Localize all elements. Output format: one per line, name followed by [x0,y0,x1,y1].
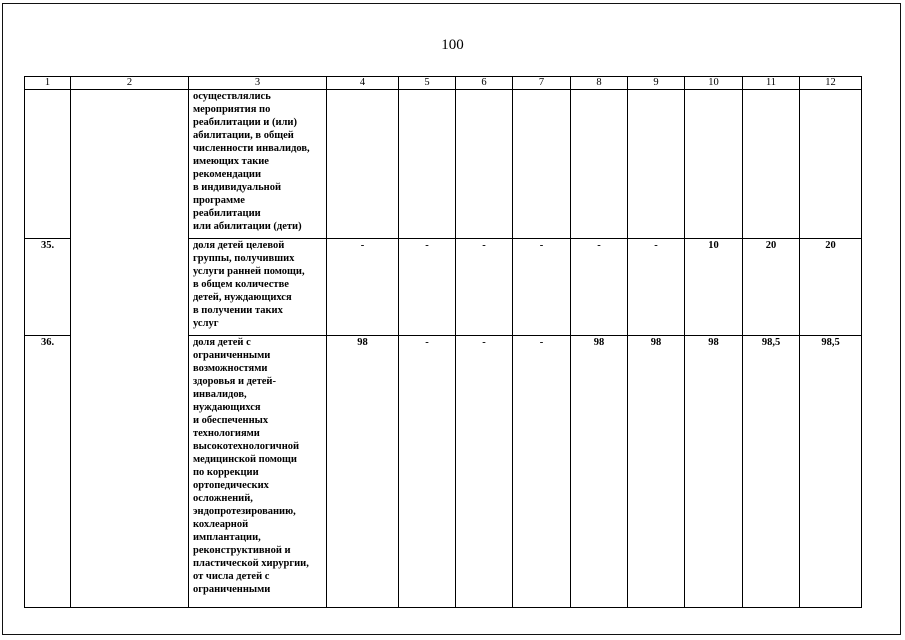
column-header: 11 [743,77,800,90]
value-cell [743,90,800,239]
value-cell [513,90,571,239]
row-number: 35. [25,239,71,336]
value-cell: 98 [628,336,685,608]
column-header: 9 [628,77,685,90]
value-cell: 98 [327,336,399,608]
value-cell: - [456,336,513,608]
value-cell: 98 [685,336,743,608]
page-number: 100 [441,37,464,53]
value-cell: 20 [743,239,800,336]
value-cell: 98,5 [800,336,862,608]
column-header: 4 [327,77,399,90]
value-cell: 20 [800,239,862,336]
column-number-row [25,77,862,90]
table-row [25,90,862,239]
indicator-text: осуществлялись мероприятия по реабилитации и (или) абилитации, в общей численности инвалидов, имеющих такие рекомендации в индивидуальной программе реабилитации или абилитации (дети) [189,90,327,239]
value-cell: - [456,239,513,336]
column-header: 10 [685,77,743,90]
indicator-text: доля детей целевой группы, получивших услуги ранней помощи, в общем количестве детей, нуждающихся в получении таких услуг [189,239,327,336]
row-number: 36. [25,336,71,608]
value-cell: 98,5 [743,336,800,608]
value-cell: - [399,336,456,608]
value-cell: - [628,239,685,336]
column-header: 5 [399,77,456,90]
value-cell: 10 [685,239,743,336]
value-cell: - [513,336,571,608]
value-cell [456,90,513,239]
merged-cell-col2 [71,90,189,608]
value-cell: - [327,239,399,336]
column-header: 3 [189,77,327,90]
column-header: 1 [25,77,71,90]
value-cell: - [399,239,456,336]
value-cell [571,90,628,239]
value-cell [399,90,456,239]
indicator-text: доля детей с ограниченными возможностями здоровья и детей- инвалидов, нуждающихся и обеспеченных технологиями высокотехнологичной медицинской помощи по коррекции ортопедических осложнений, эндопротезированию, кохлеарной имплантации, реконструктивной и пластической хирургии, от числа детей с ограниченными [189,336,327,608]
column-header: 7 [513,77,571,90]
value-cell [327,90,399,239]
column-header: 2 [71,77,189,90]
column-header: 12 [800,77,862,90]
column-header: 6 [456,77,513,90]
value-cell [628,90,685,239]
value-cell [685,90,743,239]
value-cell [800,90,862,239]
value-cell: 98 [571,336,628,608]
column-header: 8 [571,77,628,90]
row-number [25,90,71,239]
value-cell: - [513,239,571,336]
value-cell: - [571,239,628,336]
indicator-table [24,76,862,608]
